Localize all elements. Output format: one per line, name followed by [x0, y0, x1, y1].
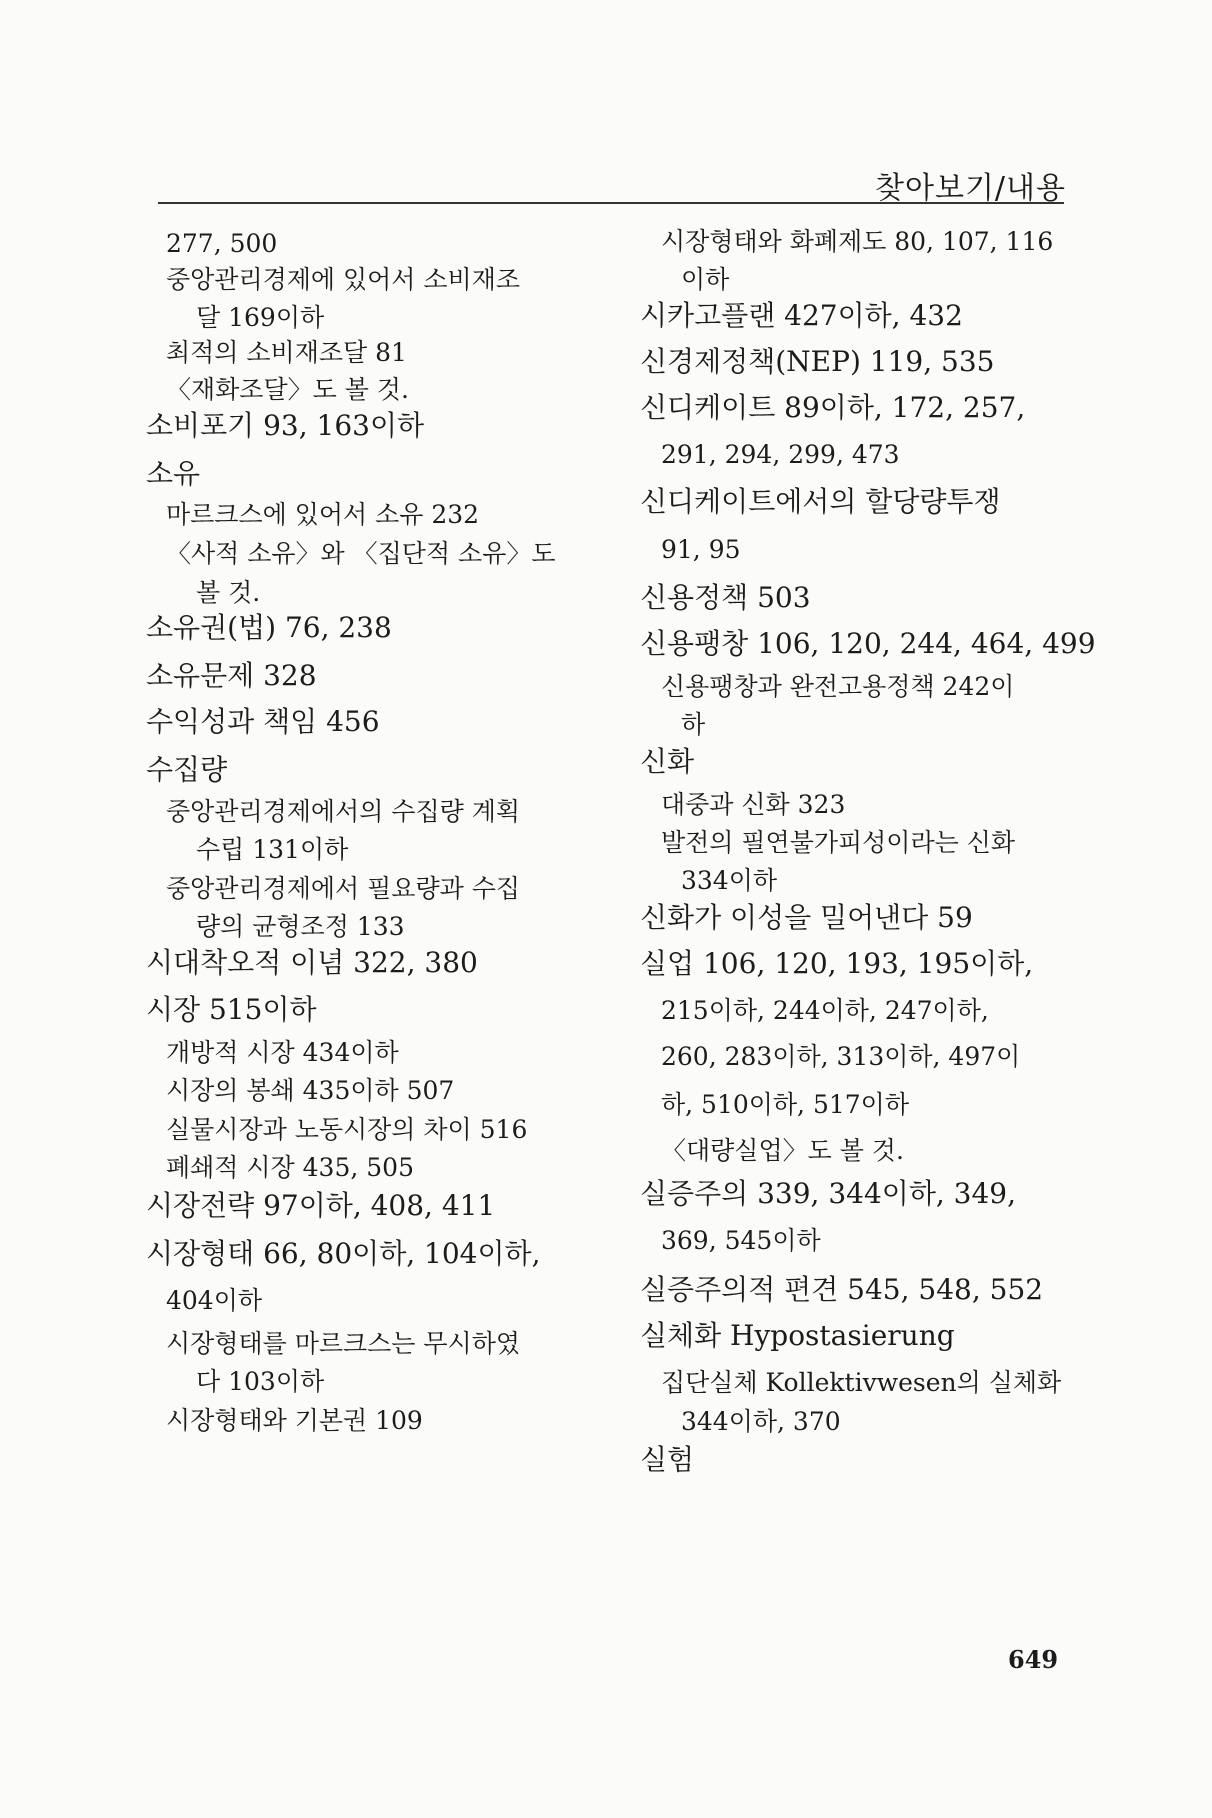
index-subentry: 중앙관리경제에 있어서 소비재조 — [166, 265, 520, 294]
index-subentry: 〈대량실업〉도 볼 것. — [661, 1136, 904, 1165]
index-subentry: 발전의 필연불가피성이라는 신화 — [661, 828, 1015, 857]
index-subentry: 〈재화조달〉도 볼 것. — [166, 375, 409, 404]
index-entry-continuation: 260, 283이하, 313이하, 497이 — [661, 1042, 1021, 1071]
index-entry: 신디케이트 89이하, 172, 257, — [640, 391, 1026, 424]
index-entry-continuation: 하 — [681, 710, 706, 739]
index-subentry: 마르크스에 있어서 소유 232 — [166, 500, 480, 529]
index-entry-continuation: 344이하, 370 — [681, 1407, 841, 1436]
index-subentry: 중앙관리경제에서의 수집량 계획 — [166, 797, 520, 826]
index-subentry: 〈사적 소유〉와 〈집단적 소유〉도 — [166, 539, 556, 568]
index-entry-continuation: 하, 510이하, 517이하 — [661, 1090, 909, 1119]
index-entry-continuation: 이하 — [681, 265, 730, 294]
page-number: 649 — [1008, 1645, 1059, 1674]
index-entry: 시장 515이하 — [146, 993, 317, 1026]
index-entry-continuation: 291, 294, 299, 473 — [661, 440, 900, 469]
index-subentry: 시장의 봉쇄 435이하 507 — [166, 1076, 455, 1105]
index-subentry: 시장형태와 기본권 109 — [166, 1406, 423, 1435]
index-entry-continuation: 334이하 — [681, 866, 778, 895]
index-subentry: 시장형태와 화폐제도 80, 107, 116 — [661, 227, 1054, 256]
header-rule — [158, 202, 1064, 204]
index-entry: 신용팽창 106, 120, 244, 464, 499 — [640, 627, 1096, 660]
index-entry: 소유 — [146, 457, 201, 490]
index-subentry: 폐쇄적 시장 435, 505 — [166, 1153, 414, 1182]
index-entry-continuation: 277, 500 — [166, 229, 278, 258]
index-entry: 소유권(법) 76, 238 — [146, 611, 392, 644]
index-entry-continuation: 369, 545이하 — [661, 1226, 821, 1255]
index-subentry: 대중과 신화 323 — [661, 790, 846, 819]
index-entry: 신디케이트에서의 할당량투쟁 — [640, 485, 1001, 518]
index-entry: 실증주의적 편견 545, 548, 552 — [640, 1273, 1044, 1306]
index-entry-continuation: 수립 131이하 — [196, 835, 349, 864]
index-entry: 신용정책 503 — [640, 581, 811, 614]
index-entry: 실증주의 339, 344이하, 349, — [640, 1177, 1017, 1210]
index-entry: 신화가 이성을 밀어낸다 59 — [640, 901, 973, 934]
index-entry-continuation: 달 169이하 — [196, 303, 325, 332]
index-entry: 신화 — [640, 745, 695, 778]
index-subentry: 실물시장과 노동시장의 차이 516 — [166, 1115, 528, 1144]
index-entry: 신경제정책(NEP) 119, 535 — [640, 345, 995, 378]
index-subentry: 최적의 소비재조달 81 — [166, 338, 407, 367]
index-entry: 시장형태 66, 80이하, 104이하, — [146, 1237, 541, 1270]
index-subentry: 개방적 시장 434이하 — [166, 1038, 399, 1067]
index-entry-continuation: 404이하 — [166, 1286, 263, 1315]
index-entry-continuation: 91, 95 — [661, 535, 741, 564]
index-entry-continuation: 볼 것. — [196, 578, 261, 607]
index-entry: 실체화 Hypostasierung — [640, 1319, 955, 1352]
index-entry-continuation: 다 103이하 — [196, 1367, 325, 1396]
index-entry: 실험 — [640, 1443, 695, 1476]
index-entry: 소비포기 93, 163이하 — [146, 409, 425, 442]
running-header: 찾아보기/내용 — [875, 171, 1066, 206]
index-subentry: 집단실체 Kollektivwesen의 실체화 — [661, 1368, 1062, 1397]
index-entry: 시카고플랜 427이하, 432 — [640, 299, 963, 332]
index-subentry: 신용팽창과 완전고용정책 242이 — [661, 672, 1015, 701]
index-entry: 실업 106, 120, 193, 195이하, — [640, 947, 1034, 980]
index-entry: 시장전략 97이하, 408, 411 — [146, 1189, 496, 1222]
index-subentry: 시장형태를 마르크스는 무시하였 — [166, 1329, 520, 1358]
index-subentry: 중앙관리경제에서 필요량과 수집 — [166, 874, 520, 903]
index-entry-continuation: 량의 균형조정 133 — [196, 912, 405, 941]
index-entry: 수집량 — [146, 753, 228, 786]
index-entry: 시대착오적 이념 322, 380 — [146, 946, 478, 979]
index-entry-continuation: 215이하, 244이하, 247이하, — [661, 996, 989, 1025]
index-entry: 수익성과 책임 456 — [146, 705, 380, 738]
index-entry: 소유문제 328 — [146, 659, 317, 692]
